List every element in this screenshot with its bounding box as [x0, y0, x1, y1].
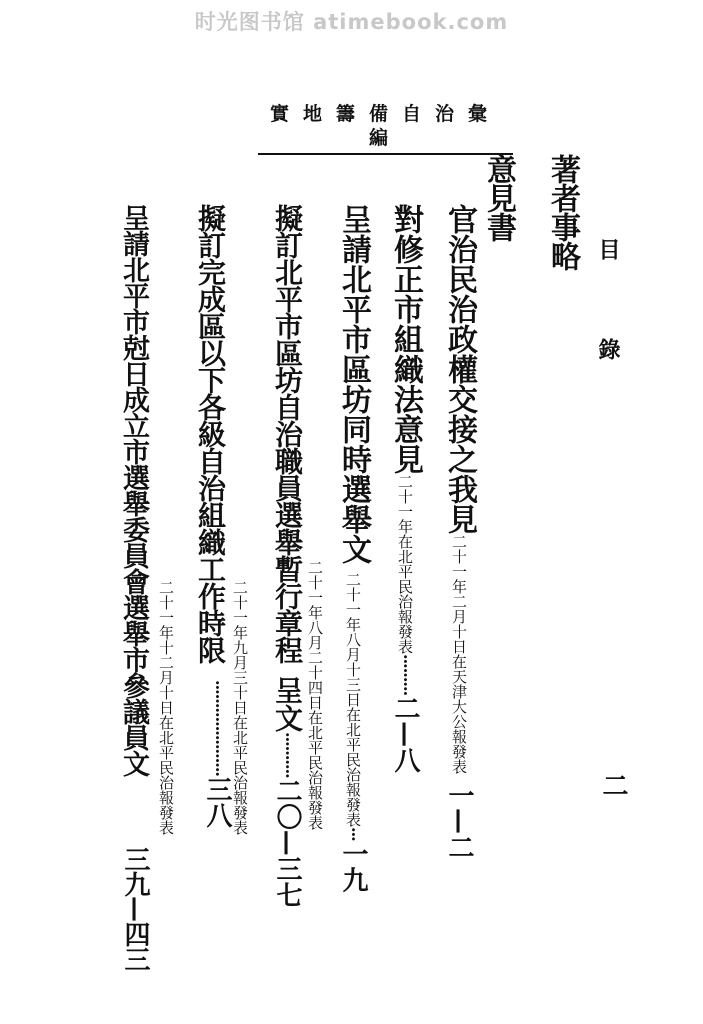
entry-pages: 一—二 — [444, 782, 474, 860]
entry-dots: ········· — [396, 654, 415, 696]
entry-note: 二十一年八月二十四日在北平民治報發表 — [306, 560, 324, 830]
entry-pages: 二—八 — [390, 695, 420, 774]
entry-title: 對修正市組織法意見 — [388, 204, 423, 474]
entry-note: 二十一年八月十三日在北平民治報發表 — [344, 572, 362, 827]
toc-entry-continuation — [271, 676, 304, 908]
toc-entry-pages — [122, 846, 148, 971]
entry-note: 二十一年九月三十日在北平民治報發表 — [231, 580, 249, 835]
page-number: 二 — [598, 772, 628, 798]
toc-entry-title — [120, 204, 147, 776]
entry-note: 二十一年二月十日在天津大公報發表 — [450, 534, 468, 774]
entry-dots: ··· — [344, 827, 363, 841]
toc-entry — [336, 204, 371, 893]
section-author-bio: 著者事略 — [545, 154, 580, 270]
entry-pages: 三八 — [202, 775, 232, 828]
entry-title: 擬訂完成區以下各級自治組織工作時限 — [194, 204, 227, 663]
entry-pages: 二〇—三七 — [272, 777, 302, 908]
entry-title: 呈請北平市尅日成立市選舉委員會選舉市參議員文 — [118, 204, 149, 776]
entry-dots: ····················· — [208, 680, 227, 776]
entry-title: 呈請北平市區坊同時選舉文 — [336, 204, 371, 564]
entry-note: 二十一年在北平民治報發表 — [396, 474, 414, 654]
toc-entry-tail — [204, 680, 230, 828]
entry-pages: 三九—四三 — [120, 846, 150, 971]
toc-entry — [442, 204, 477, 860]
toc-entry — [388, 204, 423, 774]
toc-heading: 目 錄 — [595, 238, 621, 388]
entry-dots: ·········· — [278, 732, 297, 778]
series-title: 實地籌備自治彙編 — [258, 102, 513, 155]
watermark-text: 时光图书馆 atimebook.com — [194, 10, 509, 34]
entry-title: 官治民治政權交接之我見 — [442, 204, 477, 534]
entry-title: 擬訂北平市區坊自治職員選舉暫行章程 — [271, 204, 304, 663]
entry-title-cont: 呈文 — [271, 676, 304, 732]
entry-note: 二十一年十二月十日在北平民治報發表 — [157, 580, 175, 835]
toc-entry-title — [194, 204, 227, 663]
section-opinions: 意見書 — [481, 154, 516, 241]
entry-pages: 一九 — [338, 840, 368, 893]
toc-entry-title — [271, 204, 304, 663]
